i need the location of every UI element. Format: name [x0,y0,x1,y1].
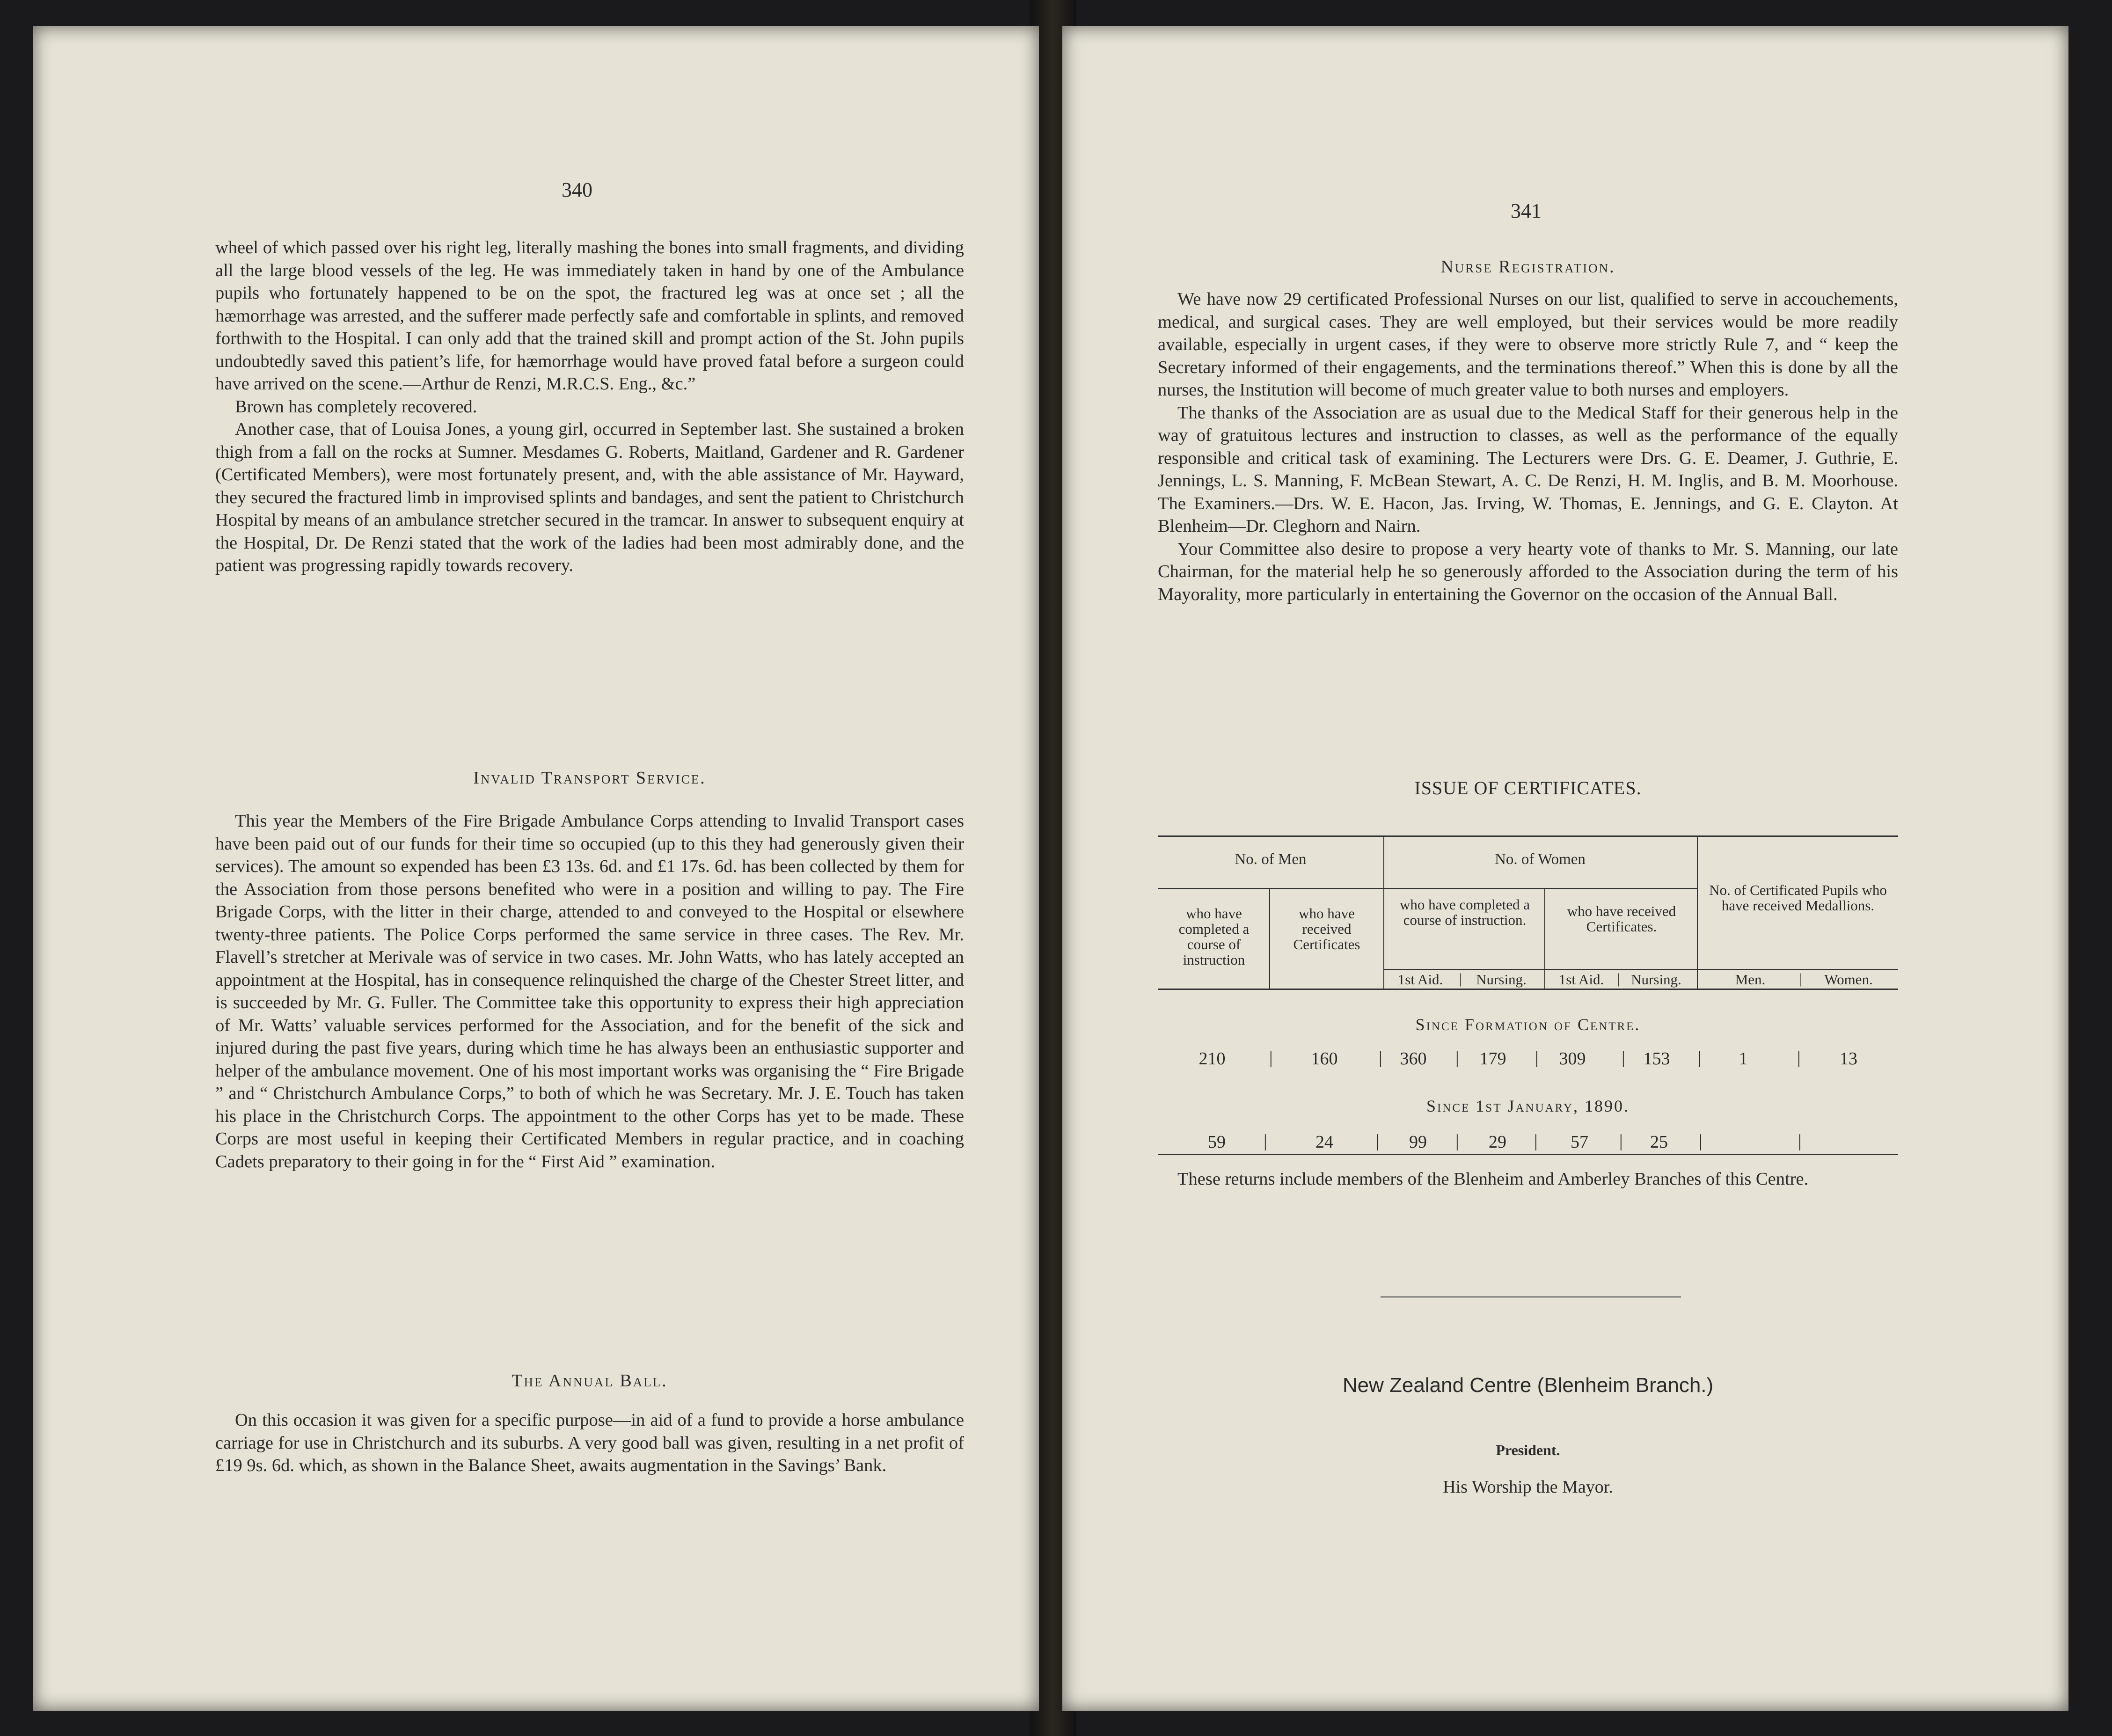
paragraph: wheel of which passed over his right leg, literally mashing the bones into small fragments, and dividing all the large blood vessels of the leg. He was immediately taken in hand by one of the Ambulance pupils who fortunately happened to be on the spot, the fractured leg was at once set ; all the hæmorrhage was arrested, and the sufferer made perfectly safe and comfortable in splints, and removed forthwith to the Hospital. I can only add that the trained skill and prompt action of the St. John pupils undoubtedly saved this patient’s life, for hæmorrhage would have proved fatal before a surgeon could have arrived on the scene.—Arthur de Renzi, M.R.C.S. Eng., &c.” [215,238,964,394]
branch-title: New Zealand Centre (Blenheim Branch.) [1342,1374,1714,1397]
table-cell: 179 [1479,1049,1506,1069]
table-cell: 99 [1409,1132,1427,1152]
table-cell: 153 [1643,1049,1670,1069]
page-number-left: 340 [562,178,592,201]
annual-ball-text [215,1409,964,1477]
header-medallions: No. of Certificated Pupils who have received Medallions. [1709,882,1887,914]
table-cell: 160 [1311,1049,1338,1069]
table-cell: 59 [1208,1132,1226,1152]
table-cell: 360 [1400,1049,1427,1069]
header-no-of-women: No. of Women [1495,851,1586,868]
section-since-formation: Since Formation of Centre. [1415,1015,1641,1034]
table-cell: 210 [1199,1049,1226,1069]
paragraph: The thanks of the Association are as usual due to the Medical Staff for their generous help in the way of gratuitous lectures and instruction to classes, as well as the performance of the equally responsible and critical task of examining. The Lecturers were Drs. G. E. Deamer, J. Guthrie, E. Jennings, L. S. Manning, F. McBean Stewart, A. C. De Renzi, H. M. Inglis, and B. M. Moorhouse. The Examiners.—Drs. W. E. Hacon, Jas. Irving, W. Thomas, E. Jennings, and G. E. Clayton. At Blenheim—Dr. Cleghorn and Nairn. [1158,403,1898,536]
table-cell: 1 [1739,1049,1748,1069]
subheader-nursing: Nursing. [1476,971,1527,988]
paragraph: Brown has completely recovered. [235,396,477,417]
subheader-men: Men. [1735,971,1766,988]
table-cell: 57 [1571,1132,1588,1152]
header-men-completed: who have completed a course of instruction [1178,905,1250,968]
subheader-women: Women. [1824,971,1873,988]
table-cell: 29 [1489,1132,1506,1152]
paragraph: This year the Members of the Fire Brigade Ambulance Corps attending to Invalid Transport cases have been paid out of our funds for their time so occupied (up to this they had generously given their services). The amount so expended has been £3 13s. 6d. and £1 17s. 6d. has been collected by them for the Association from those persons benefited who were in a position and willing to pay. The Fire Brigade Corps, with the litter in their charge, attended to and conveyed to the Hospital or elsewhere twenty-three patients. The Police Corps performed the same service in three cases. The Rev. Mr. Flavell’s stretcher at Merivale was of service in two cases. Mr. John Watts, who has lately accepted an appointment at the Hospital, has in consequence relinquished the charge of the Chester Street litter, and is succeeded by Mr. G. Fuller. The Committee take this opportunity to express their high appreciation of Mr. Watts’ valuable services performed for the Association, and for the benefit of the sick and injured during the past five years, during which time he has always been an enthusiastic supporter and helper of the ambulance movement. One of his most important works was organising the “ Fire Brigade ” and “ Christchurch Ambulance Corps,” to both of which he was Secretary. Mr. J. E. Touch has taken his place in the Christchurch Corps. The appointment to the other Corps has yet to be made. These Corps are most useful in keeping their Certificated Members in regular practice, and in coaching Cadets preparatory to their going in for the “ First Aid ” examination. [215,811,964,1172]
table-cell: 25 [1650,1132,1668,1152]
header-women-completed: who have completed a course of instruction. [1399,896,1530,928]
header-women-received: who have received Certificates. [1567,903,1676,935]
page-number-right: 341 [1511,199,1542,222]
table-title: ISSUE OF CERTIFICATES. [1414,777,1642,798]
paragraph: These returns include members of the Blenheim and Amberley Branches of this Centre. [1177,1169,1809,1189]
president-label: President. [1496,1442,1560,1458]
invalid-transport-text [215,810,964,1173]
table-cell: 13 [1840,1049,1857,1069]
section-since-january: Since 1st January, 1890. [1426,1097,1630,1115]
paragraph: Another case, that of Louisa Jones, a young girl, occurred in September last. She sustained a broken thigh from a fall on the rocks at Sumner. Mesdames G. Roberts, Maitland, Gardener and R. Gardener (Certificated Members), were most fortunately present, and, with the able assistance of Mr. Hayward, they secured the fractured limb in improvised splints and bandages, and sent the patient to Christchurch Hospital by means of an ambulance stretcher secured in the tramcar. In answer to subsequent enquiry at the Hospital, Dr. De Renzi stated that the work of the ladies had been most admirably done, and the patient was progressing rapidly towards recovery. [215,419,964,575]
table-note [1158,1168,1898,1191]
header-men-received: who have received Certificates [1293,905,1360,952]
left-opening-text [215,236,964,577]
president-name: His Worship the Mayor. [1443,1477,1613,1497]
header-no-of-men: No. of Men [1235,851,1307,868]
paragraph: On this occasion it was given for a specific purpose—in aid of a fund to provide a horse ambulance carriage for use in Christchurch and its suburbs. A very good ball was given, resulting in a net profit of £19 9s. 6d. which, as shown in the Balance Sheet, awaits augmentation in the Savings’ Bank. [215,1410,964,1475]
nurse-registration-text [1158,288,1898,606]
subheader-first-aid: 1st Aid. [1558,971,1604,988]
heading-nurse-registration: Nurse Registration. [1440,257,1615,277]
heading-invalid-transport: Invalid Transport Service. [473,768,706,788]
subheader-nursing: Nursing. [1631,971,1681,988]
table-cell: 309 [1559,1049,1586,1069]
paragraph: We have now 29 certificated Professional Nurses on our list, qualified to serve in accouchements, medical, and surgical cases. They are well employed, but their services would be more readily available, especially in urgent cases, if they were to observe more strictly Rule 7, and “ keep the Secretary informed of their engagements, and the terminations thereof.” When this is done by all the nurses, the Institution will become of much greater value to both nurses and employers. [1158,289,1898,400]
heading-annual-ball: The Annual Ball. [512,1371,668,1391]
subheader-first-aid: 1st Aid. [1397,971,1443,988]
paragraph: Your Committee also desire to propose a very hearty vote of thanks to Mr. S. Manning, our late Chairman, for the material help he so generously afforded to the Association during the term of his Mayorality, more particularly in entertaining the Governor on the occasion of the Annual Ball. [1158,539,1898,604]
table-cell: 24 [1315,1132,1333,1152]
